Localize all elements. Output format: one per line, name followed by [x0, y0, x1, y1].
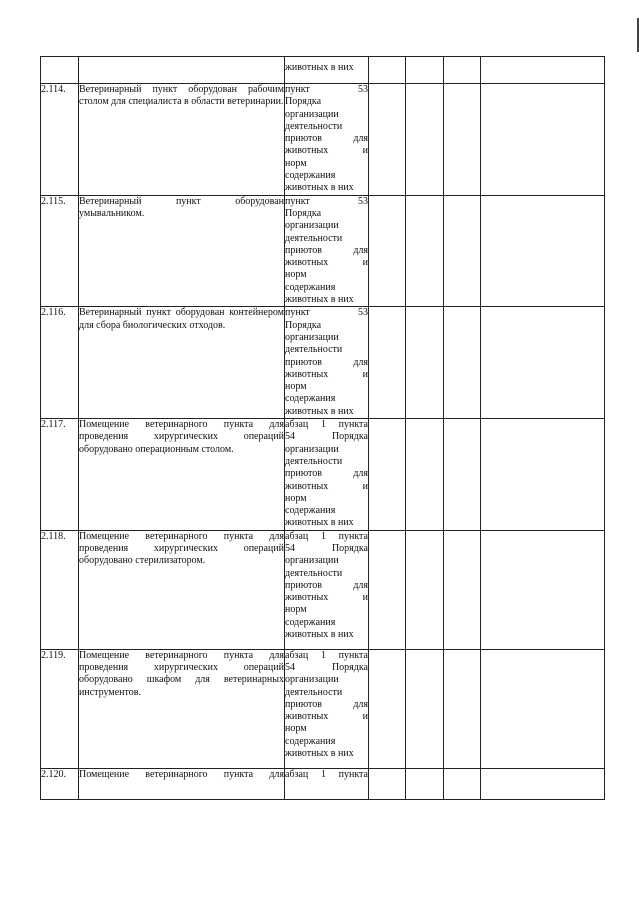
reference-line: животных и — [285, 145, 368, 157]
reference-line: содержания — [285, 393, 336, 405]
reference-line: деятельности — [285, 686, 343, 698]
answer-yes-cell — [369, 768, 406, 799]
reference-line: животных и — [285, 592, 368, 604]
legal-reference-cell — [285, 195, 369, 307]
note-cell — [481, 307, 605, 419]
reference-line: животных в них — [285, 405, 354, 417]
reference-line: норм — [285, 269, 307, 281]
reference-line: норм — [285, 492, 307, 504]
item-number: 2.114. — [41, 84, 79, 196]
reference-line: абзац 1 пункта — [285, 530, 368, 542]
reference-line: Порядка — [285, 319, 322, 331]
answer-na-cell — [444, 768, 481, 799]
reference-line: животных в них — [285, 182, 354, 194]
reference-line: организации — [285, 331, 339, 343]
reference-line: норм — [285, 604, 307, 616]
requirement-text: Помещение ветеринарного пункта для проведения хирургических операций оборудовано операционным столом. — [79, 419, 285, 531]
legal-reference-cell — [285, 57, 369, 84]
reference-line: организации — [285, 555, 339, 567]
reference-line: Порядка — [285, 96, 322, 108]
reference-line: приютов для — [285, 468, 368, 480]
item-number: 2.115. — [41, 195, 79, 307]
reference-line: животных и — [285, 257, 368, 269]
reference-line: организации — [285, 108, 339, 120]
answer-no-cell — [406, 419, 444, 531]
item-number: 2.119. — [41, 649, 79, 768]
table-row — [41, 195, 605, 307]
reference-line: 54 Порядка — [285, 661, 368, 673]
answer-yes-cell — [369, 649, 406, 768]
legal-reference-cell — [285, 307, 369, 419]
reference-line: пункт 53 — [285, 307, 368, 319]
reference-line: животных в них — [285, 629, 354, 641]
answer-na-cell — [444, 57, 481, 84]
table-row — [41, 84, 605, 196]
reference-line: деятельности — [285, 455, 343, 467]
note-cell — [481, 768, 605, 799]
reference-line: норм — [285, 723, 307, 735]
legal-reference-cell — [285, 84, 369, 196]
note-cell — [481, 57, 605, 84]
answer-yes-cell — [369, 57, 406, 84]
reference-line: абзац 1 пункта — [285, 768, 368, 780]
answer-yes-cell — [369, 530, 406, 649]
table-row — [41, 649, 605, 768]
legal-reference-cell — [285, 649, 369, 768]
requirement-text: Помещение ветеринарного пункта для проведения хирургических операций оборудовано стерилизатором. — [79, 530, 285, 649]
answer-na-cell — [444, 530, 481, 649]
table-row — [41, 307, 605, 419]
reference-line: организации — [285, 443, 339, 455]
reference-line: 54 Порядка — [285, 431, 368, 443]
reference-line: приютов для — [285, 244, 368, 256]
checklist-table — [40, 56, 605, 800]
reference-line: деятельности — [285, 567, 343, 579]
reference-line: животных в них — [285, 517, 354, 529]
reference-line: животных в них — [285, 294, 354, 306]
reference-line: норм — [285, 157, 307, 169]
legal-reference-cell — [285, 530, 369, 649]
reference-line: пункт 53 — [285, 84, 368, 95]
answer-no-cell — [406, 84, 444, 196]
reference-line: содержания — [285, 616, 336, 628]
requirement-text: Ветеринарный пункт оборудован умывальником. — [79, 195, 285, 307]
requirement-cell — [79, 57, 285, 84]
requirement-text: Ветеринарный пункт оборудован контейнером для сбора биологических отходов. — [79, 307, 285, 419]
answer-na-cell — [444, 307, 481, 419]
answer-na-cell — [444, 84, 481, 196]
reference-line: деятельности — [285, 232, 343, 244]
answer-no-cell — [406, 195, 444, 307]
reference-line: приютов для — [285, 579, 368, 591]
reference-line: деятельности — [285, 344, 343, 356]
answer-na-cell — [444, 419, 481, 531]
reference-line: животных в них — [285, 62, 354, 73]
answer-no-cell — [406, 307, 444, 419]
item-number: 2.117. — [41, 419, 79, 531]
reference-line: Порядка — [285, 207, 322, 219]
reference-line: норм — [285, 381, 307, 393]
answer-no-cell — [406, 768, 444, 799]
item-number: 2.118. — [41, 530, 79, 649]
requirement-text: Помещение ветеринарного пункта для — [79, 768, 285, 799]
note-cell — [481, 530, 605, 649]
reference-line: содержания — [285, 505, 336, 517]
reference-line: содержания — [285, 281, 336, 293]
requirement-text: Ветеринарный пункт оборудован рабочим столом для специалиста в области ветеринарии. — [79, 84, 285, 196]
reference-line: 54 Порядка — [285, 542, 368, 554]
answer-yes-cell — [369, 307, 406, 419]
reference-line: абзац 1 пункта — [285, 649, 368, 661]
table-row — [41, 530, 605, 649]
legal-reference-cell — [285, 768, 369, 799]
reference-line: животных и — [285, 368, 368, 380]
requirement-text: Помещение ветеринарного пункта для проведения хирургических операций оборудовано шкафом для ветеринарных инструментов. — [79, 649, 285, 768]
table-row — [41, 768, 605, 799]
reference-line: деятельности — [285, 120, 343, 132]
legal-reference-cell — [285, 419, 369, 531]
reference-line: пункт 53 — [285, 195, 368, 207]
reference-line: животных и — [285, 711, 368, 723]
table-row — [41, 57, 605, 84]
table-row — [41, 419, 605, 531]
item-number: 2.120. — [41, 768, 79, 799]
reference-line: организации — [285, 674, 339, 686]
item-number-cell — [41, 57, 79, 84]
reference-line: приютов для — [285, 133, 368, 145]
answer-yes-cell — [369, 84, 406, 196]
reference-line: содержания — [285, 735, 336, 747]
answer-no-cell — [406, 530, 444, 649]
answer-no-cell — [406, 649, 444, 768]
item-number: 2.116. — [41, 307, 79, 419]
reference-line: приютов для — [285, 356, 368, 368]
reference-line: животных в них — [285, 748, 354, 760]
note-cell — [481, 195, 605, 307]
note-cell — [481, 84, 605, 196]
answer-na-cell — [444, 649, 481, 768]
reference-line: приютов для — [285, 698, 368, 710]
note-cell — [481, 649, 605, 768]
answer-yes-cell — [369, 195, 406, 307]
answer-na-cell — [444, 195, 481, 307]
reference-line: животных и — [285, 480, 368, 492]
reference-line: организации — [285, 220, 339, 232]
reference-line: абзац 1 пункта — [285, 419, 368, 431]
answer-no-cell — [406, 57, 444, 84]
reference-line: содержания — [285, 170, 336, 182]
note-cell — [481, 419, 605, 531]
answer-yes-cell — [369, 419, 406, 531]
